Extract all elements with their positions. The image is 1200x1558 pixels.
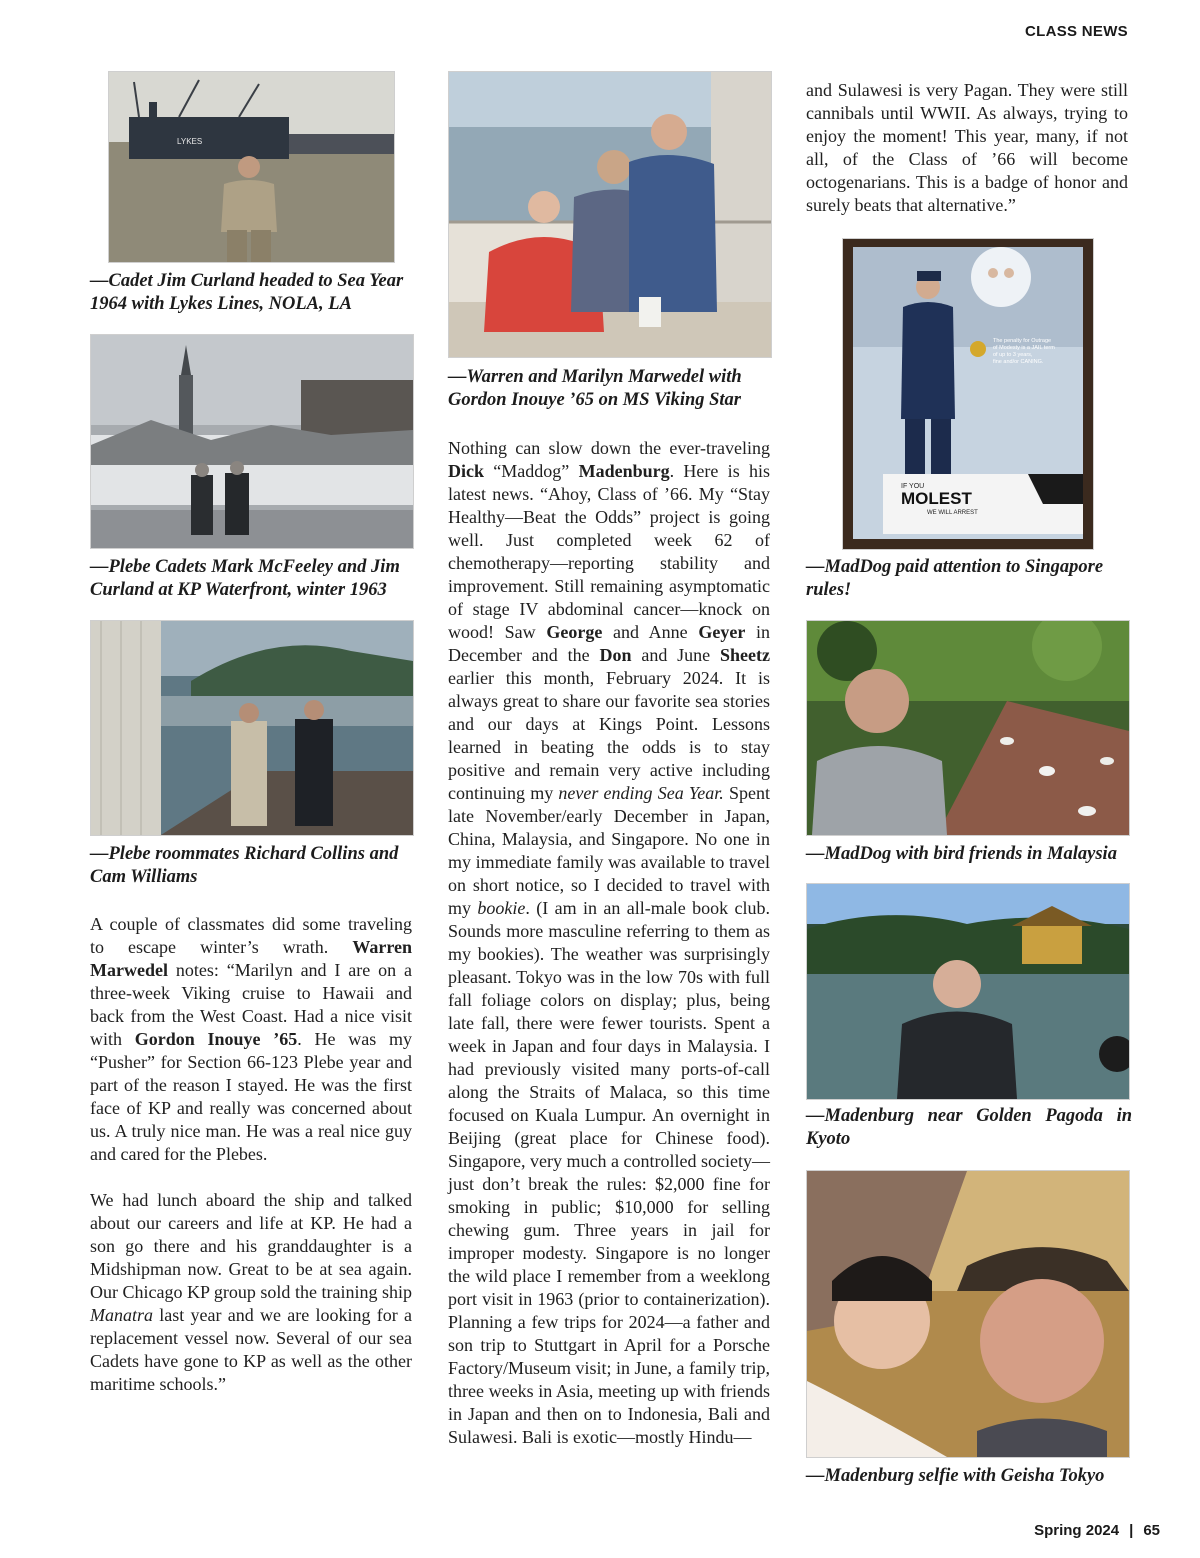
caption-mcfeeley-curland: —Plebe Cadets Mark McFeeley and Jim Curland at KP Waterfront, winter 1963: [90, 557, 400, 600]
paragraph: and Sulawesi is very Pagan. They were still cannibals until WWII. As always, trying to enjoy the moment! This year, many, if not all, of the Class of ’66 will become octogenarians. This is a badge of honor and surely beats that alternative.”: [806, 80, 1128, 215]
photo-bird-friends: [806, 620, 1130, 836]
ship-name-text: LYKES: [177, 137, 203, 146]
footer-separator: |: [1129, 1522, 1134, 1539]
caption-collins-williams: —Plebe roommates Richard Collins and Cam Williams: [90, 844, 399, 887]
sign-penalty-line-4: fine and/or CANING.: [993, 359, 1044, 365]
article-col2: [448, 437, 770, 1472]
photo-collins-williams: [90, 620, 414, 836]
paragraph: We had lunch aboard the ship and talked about our careers and life at KP. He had a son go there and his granddaughter is a Midshipman now. Great to be at sea again. Our Chicago KP group sold the training ship Manatra last year and we are looking for a replacement vessel now. Several of our sea Cadets have gone to KP as well as the other maritime schools.”: [90, 1190, 412, 1394]
photo-curland-sea-year: [108, 71, 395, 263]
sign-arrest-text: WE WILL ARREST: [927, 510, 978, 516]
page-footer: [1034, 1522, 1160, 1539]
page-number: 65: [1143, 1522, 1160, 1539]
photo-geisha-selfie: [806, 1170, 1130, 1458]
article-col3: [806, 79, 1128, 240]
photo-golden-pagoda: [806, 883, 1130, 1100]
sign-penalty-line-3: of up to 3 years,: [993, 352, 1033, 358]
caption-curland-sea-year: —Cadet Jim Curland headed to Sea Year 1964 with Lykes Lines, NOLA, LA: [90, 271, 404, 314]
caption-singapore-rules: —MadDog paid attention to Singapore rules!: [806, 557, 1104, 600]
caption-bird-friends: —MadDog with bird friends in Malaysia: [806, 844, 1117, 864]
photo-mcfeeley-curland: [90, 334, 414, 549]
paragraph: Nothing can slow down the ever-traveling Dick “Maddog” Madenburg. Here is his latest news. “Ahoy, Class of ’66. My “Stay Healthy—Beat the Odds” project is going well. Just completed week 62 of chemotherapy—reporting stability and improvement. Still remaining asymptomatic of stage IV abdominal cancer—knock on wood! Saw George and Anne Geyer in December and the Don and June Sheetz earlier this month, February 2024. It is always great to share our favorite sea stories and our days at Kings Point. Lessons learned in beating the odds is to stay positive and remain very active including continuing my never ending Sea Year. Spent late November/early December in Japan, China, Malaysia, and Singapore. No one in my immediate family was available to travel on short notice, so I decided to travel with my bookie. (I am in an all-male book club. Sounds more masculine referring to them as my bookies). The weather was surprisingly pleasant. Tokyo was in the low 70s with full fall foliage colors on display; plus, being late fall, there were fewer tourists. Spent a week in Japan and four days in Malaysia. I had previously visited many ports-of-call along the Straits of Malaca, so this time focused on Kuala Lumpur. An overnight in Beijing (great place for Chinese food). Singapore, very much a controlled society—just don’t break the rules: $2,000 fine for smoking in public; $10,000 for selling chewing gum. Three years in jail for improper modesty. Singapore is no longer the wild place I remember from a weeklong port visit in 1963 (prior to containerization). Planning a few trips for 2024—a father and son trip to Stuttgart in April for a Porsche Factory/Museum visit; in June, a family trip, three weeks in Asia, meeting up with friends in Japan and then on to Indonesia, Bali and Sulawesi. Bali is exotic—mostly Hindu—: [448, 438, 771, 1447]
sign-molest-text: MOLEST: [901, 489, 972, 508]
sign-penalty-line-1: The penalty for Outrage: [993, 338, 1052, 344]
caption-golden-pagoda: —Madenburg near Golden Pagoda in Kyoto: [806, 1106, 1132, 1149]
section-header: CLASS NEWS: [1024, 23, 1128, 40]
paragraph: A couple of classmates did some traveling to escape winter’s wrath. Warren Marwedel notes: “Marilyn and I are on a three-week Viking cruise to Hawaii and back from the West Coast. Had a nice visit with Gordon Inouye ’65. He was my “Pusher” for Section 66-123 Plebe year and part of the reason I stayed. He was the first face of KP and really was concerned about us. A truly nice man. He was a real nice guy and cared for the Plebes.: [90, 914, 412, 1164]
issue-label: Spring 2024: [1034, 1522, 1120, 1539]
caption-marwedel-inouye: —Warren and Marilyn Marwedel with Gordon Inouye ’65 on MS Viking Star: [448, 367, 742, 410]
article-col1: [90, 913, 412, 1419]
photo-marwedel-inouye: [448, 71, 772, 358]
caption-geisha-selfie: —Madenburg selfie with Geisha Tokyo: [806, 1466, 1105, 1486]
sign-if-you-text: IF YOU: [901, 483, 925, 490]
sign-penalty-line-2: of Modesty is a JAIL term: [993, 345, 1055, 351]
photo-singapore-sign: [842, 238, 1094, 550]
